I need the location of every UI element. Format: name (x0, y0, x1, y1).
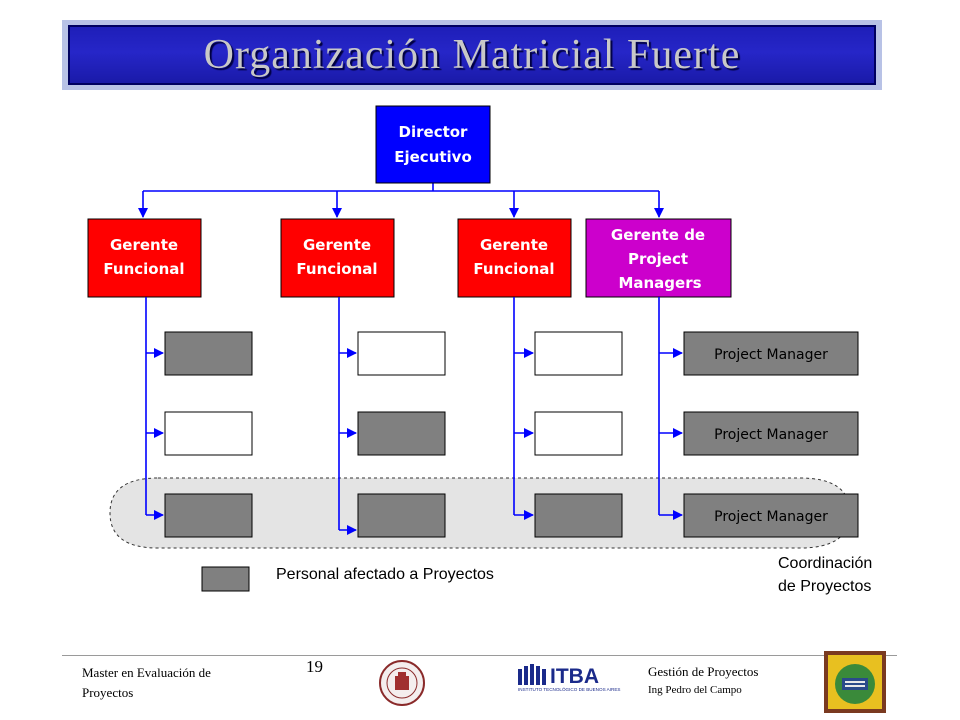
university-seal-icon (378, 659, 426, 707)
project-manager-box-1 (684, 332, 858, 375)
legend-label: Personal afectado a Proyectos (276, 566, 494, 583)
staff-box-assigned (358, 494, 445, 537)
manager-3-line2: Funcional (473, 260, 555, 278)
manager-box-3 (458, 219, 571, 297)
manager-1-line2: Funcional (103, 260, 185, 278)
project-manager-box-3 (684, 494, 858, 537)
page-title: Organización Matricial Fuerte (203, 32, 741, 78)
coordination-line2: de Proyectos (778, 578, 872, 595)
project-management-badge-icon (820, 650, 890, 714)
legend-swatch (202, 567, 249, 591)
svg-text:INSTITUTO TECNOLÓGICO DE BUENO: INSTITUTO TECNOLÓGICO DE BUENOS AIRES (518, 687, 621, 692)
project-manager-box-2 (684, 412, 858, 455)
manager-box-2 (281, 219, 394, 297)
staff-box-unassigned (535, 412, 622, 455)
manager-box-pm (586, 219, 731, 297)
manager-pm-line3: Managers (618, 274, 702, 292)
project-manager-label: Project Manager (714, 427, 828, 443)
staff-column-2 (358, 332, 445, 537)
staff-box-assigned (358, 412, 445, 455)
top-connectors (143, 183, 659, 217)
project-manager-label: Project Manager (714, 509, 828, 525)
coordination-label (778, 552, 872, 598)
manager-pm-line1: Gerente de (610, 226, 706, 244)
staff-column-3 (535, 332, 622, 537)
manager-1-line1: Gerente (109, 236, 179, 254)
staff-box-unassigned (535, 332, 622, 375)
coordination-line1: Coordinación (778, 555, 873, 572)
footer-course-line1: Master en Evaluación de (82, 665, 211, 680)
manager-pm-line2: Project (627, 250, 689, 268)
manager-2-line1: Gerente (302, 236, 372, 254)
staff-box-assigned (535, 494, 622, 537)
director-box (376, 106, 490, 183)
footer-course-line2: Proyectos (82, 685, 134, 700)
footer-subject: Gestión de Proyectos (648, 664, 759, 679)
footer-course (82, 663, 211, 703)
project-manager-label: Project Manager (714, 347, 828, 363)
manager-2-line2: Funcional (296, 260, 378, 278)
manager-box-1 (88, 219, 201, 297)
staff-box-unassigned (165, 412, 252, 455)
footer-author: Ing Pedro del Campo (648, 684, 742, 696)
staff-box-assigned (165, 494, 252, 537)
director-line1: Director (398, 123, 468, 141)
staff-box-unassigned (358, 332, 445, 375)
svg-text:ITBA: ITBA (550, 665, 599, 688)
staff-column-1 (165, 332, 252, 537)
director-line2: Ejecutivo (394, 148, 472, 166)
staff-box-assigned (165, 332, 252, 375)
page-number: 19 (306, 657, 323, 676)
manager-3-line1: Gerente (479, 236, 549, 254)
footer-divider (62, 655, 897, 656)
itba-logo-icon (518, 663, 642, 693)
